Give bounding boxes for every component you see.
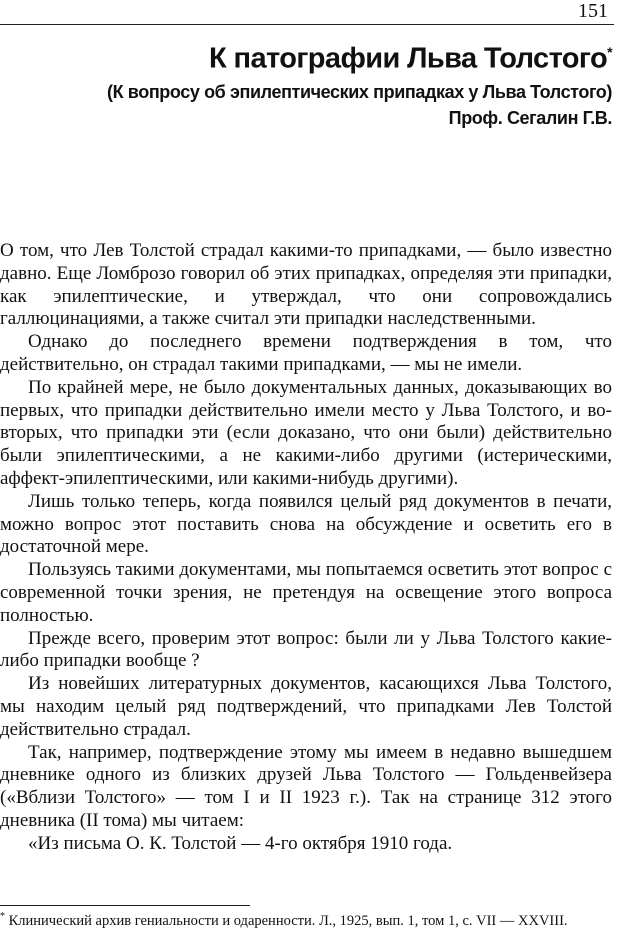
paragraph: Пользуясь такими документами, мы попытаемся осветить этот вопрос с современной точки зрения, не претендуя на освещение этого вопроса полностью. bbox=[0, 559, 612, 626]
paragraph: Из новейших литературных документов, касающихся Льва Толстого, мы находим целый ряд подтверждений, что припадками Лев Толстой действительно страдал. bbox=[0, 673, 612, 740]
article-author: Проф. Сегалин Г.В. bbox=[448, 107, 612, 128]
paragraph: По крайней мере, не было документальных данных, доказывающих во первых, что припадки действительно имели место у Льва Толстого, и во-вторых, что припадки эти (если доказано, что они были) действительно были эпилептическими, а не какими-либо другими (истерическими, аффект-эпилептическими, или какими-нибудь другими). bbox=[0, 376, 612, 489]
article-body bbox=[0, 240, 612, 856]
article-subtitle: (К вопросу об эпилептических припадках у Льва Толстого) bbox=[107, 81, 612, 102]
title-footnote-mark: * bbox=[607, 44, 612, 60]
paragraph: О том, что Лев Толстой страдал какими-то припадками, — было известно давно. Еще Ломброзо говорил об этих припадках, определяя эти припадки, как эпилептические, и утверждал, что они сопровождались галлюцинациями, а также считал эти припадки наследственными. bbox=[0, 240, 612, 330]
paragraph: Лишь только теперь, когда появился целый ряд документов в печати, можно вопрос этот поставить снова на обсуждение и осветить его в достаточной мере. bbox=[0, 490, 612, 558]
footnote-rule bbox=[0, 905, 250, 906]
footnote-mark: * bbox=[0, 911, 5, 922]
page-number: 151 bbox=[578, 0, 608, 22]
paragraph: «Из письма О. К. Толстой — 4-го октября 1910 года. bbox=[28, 832, 453, 854]
paragraph: Так, например, подтверждение этому мы имеем в недавно вышедшем дневнике одного из близких друзей Льва Толстого — Гольденвейзера («Вблизи Толстого» — том I и II 1923 г.). Так на странице 312 этого дневника (II тома) мы читаем: bbox=[0, 741, 612, 831]
article-title bbox=[107, 32, 612, 79]
footnote bbox=[0, 908, 612, 930]
paragraph: Однако до последнего времени подтверждения в том, что действительно, он страдал такими припадками, — мы не имели. bbox=[0, 331, 612, 375]
footnote-text: Клинический архив гениальности и одаренности. Л., 1925, вып. 1, том 1, с. VII — XXVIII. bbox=[8, 912, 568, 929]
header-rule bbox=[0, 24, 614, 25]
title-block bbox=[107, 32, 612, 131]
paragraph: Прежде всего, проверим этот вопрос: были ли у Льва Толстого какие-либо припадки вообще ? bbox=[0, 627, 612, 672]
article-title-text: К патографии Льва Толстого bbox=[208, 42, 608, 75]
